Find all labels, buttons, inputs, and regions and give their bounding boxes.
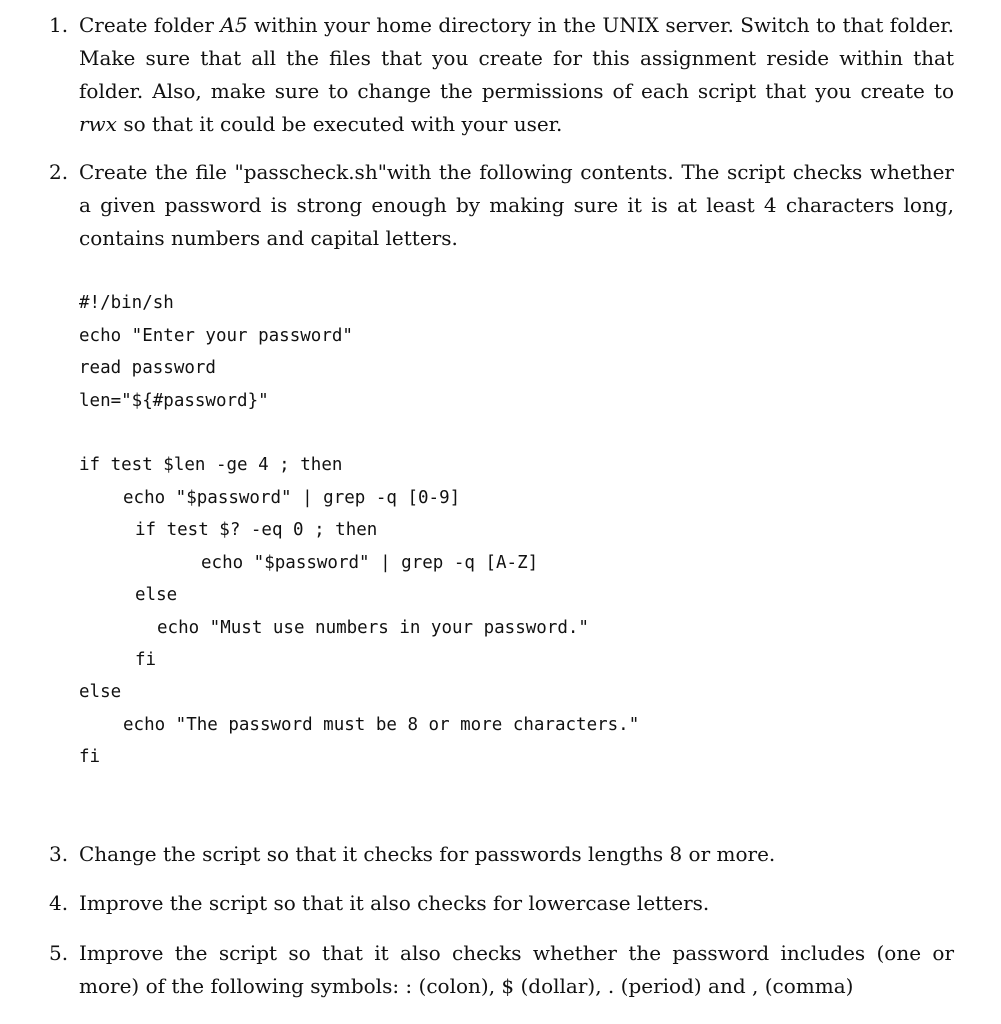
code-line: fi (135, 650, 157, 670)
code-line: else (79, 682, 122, 702)
code-line: echo "The password must be 8 or more characters." (123, 715, 640, 735)
item-number: 3. (49, 842, 69, 866)
code-line: #!/bin/sh (79, 293, 174, 313)
permission-text: rwx (79, 112, 117, 136)
code-line: read password (79, 358, 216, 378)
item-number: 5. (49, 941, 69, 965)
folder-name: A5 (220, 13, 248, 37)
code-line: else (135, 585, 178, 605)
code-line: len="${#password}" (79, 391, 269, 411)
item-text: Improve the script so that it also checks for lowercase letters. (79, 891, 710, 915)
item-text: Create folder A5 within your home directory in the UNIX server. Switch to that folder. Make sure that all the files that you create for this assignment reside within that folder. Also, make sure to change the permissions of each script that you create to rwx so that it could be executed with your user. (79, 13, 955, 136)
code-line: echo "Enter your password" (79, 326, 353, 346)
item-number: 1. (49, 13, 69, 37)
item-number: 2. (49, 160, 69, 184)
code-line: if test $? -eq 0 ; then (135, 520, 378, 540)
code-line: echo "Must use numbers in your password." (157, 618, 589, 638)
code-line: if test $len -ge 4 ; then (79, 455, 343, 475)
item-number: 4. (49, 891, 69, 915)
code-line: echo "$password" | grep -q [A-Z] (201, 553, 539, 573)
item-text: Change the script so that it checks for passwords lengths 8 or more. (79, 842, 776, 866)
code-line: echo "$password" | grep -q [0-9] (123, 488, 461, 508)
item-text: Improve the script so that it also checks whether the password includes (one or more) of the following symbols: : (colon), $ (dollar), . (period) and , (comma) (79, 941, 954, 998)
code-line: fi (79, 747, 101, 767)
item-text: Create the file "passcheck.sh"with the following contents. The script checks whether a given password is strong enough by making sure it is at least 4 characters long, contains numbers and capital letters. (79, 160, 954, 250)
